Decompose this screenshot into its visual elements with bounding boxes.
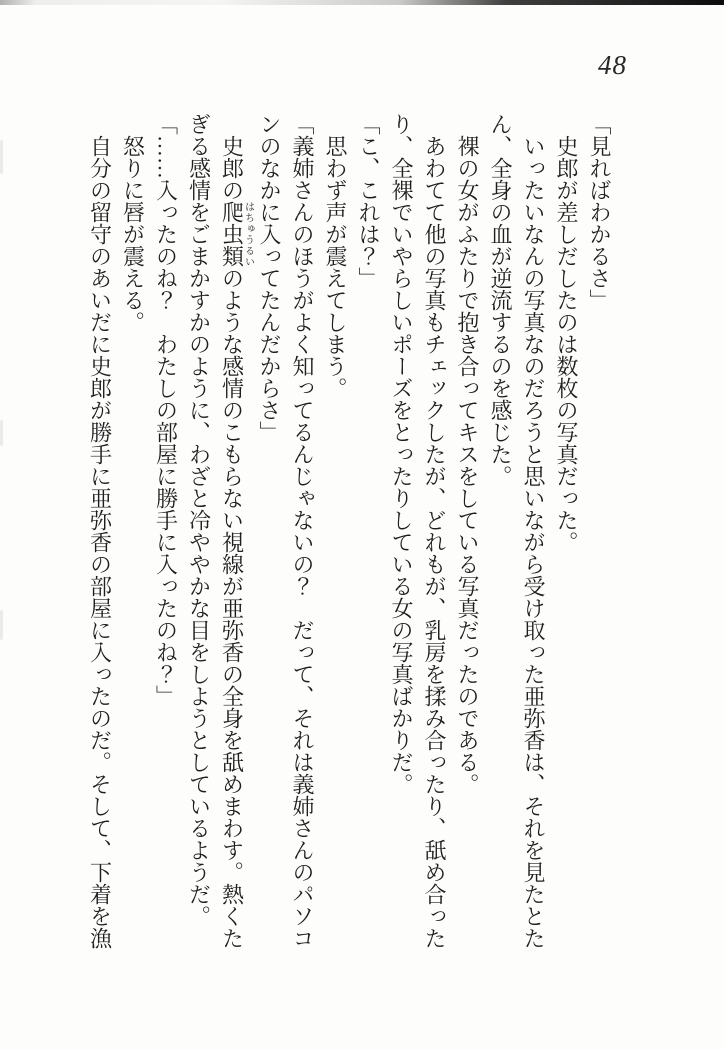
page-number: 48 (598, 50, 627, 80)
novel-paragraph: 自分の留守のあいだに史郎が勝手に亜弥香の部屋に入ったのだ。そして、下着を漁 (87, 135, 113, 949)
novel-paragraph: 「見ればわかるさ」 (587, 113, 612, 311)
novel-paragraph: いったいなんの写真なのだろうと思いながら受け取った亜弥香は、それを見たとたん、全身の血が逆流するのを感じた。 (488, 113, 546, 949)
novel-paragraph: 史郎が差しだしたのは数枚の写真だった。 (554, 135, 579, 553)
scan-noise-mark (0, 140, 3, 174)
novel-paragraph: 怒りに唇が震える。 (120, 135, 146, 333)
ruby-annotated-word: 爬虫類はちゅうるい (219, 201, 254, 267)
novel-paragraph: 「……入ったのね？ わたしの部屋に勝手に入ったのね？」 (153, 113, 179, 707)
scan-edge-top (0, 0, 724, 5)
novel-paragraph: 裸の女がふたりで抱き合ってキスをしている写真だったのである。 (455, 135, 480, 795)
novel-paragraph: 史郎の爬虫類はちゅうるいのような感情のこもらない視線が亜弥香の全身を舐めまわす。熱くたぎる感情をごまかすかのように、わざと冷ややかな目をしようとしているようだ。 (186, 113, 254, 949)
novel-paragraph: あわてて他の写真もチェックしたが、どれもが、乳房を揉み合ったり、舐め合ったり、全裸でいやらしいポーズをとったりしている女の写真ばかりだ。 (389, 113, 447, 949)
scan-noise-mark (0, 610, 3, 640)
scan-noise-mark (0, 420, 3, 446)
novel-paragraph: 「義姉さんのほうがよく知ってるんじゃないの？ だって、それは義姉さんのパソコンのなかに入ってたんだからさ」 (257, 113, 315, 949)
novel-paragraph: 思わず声が震えてしまう。 (323, 135, 348, 399)
novel-paragraph: 「こ、これは？」 (356, 113, 381, 289)
novel-text-block (84, 113, 617, 953)
